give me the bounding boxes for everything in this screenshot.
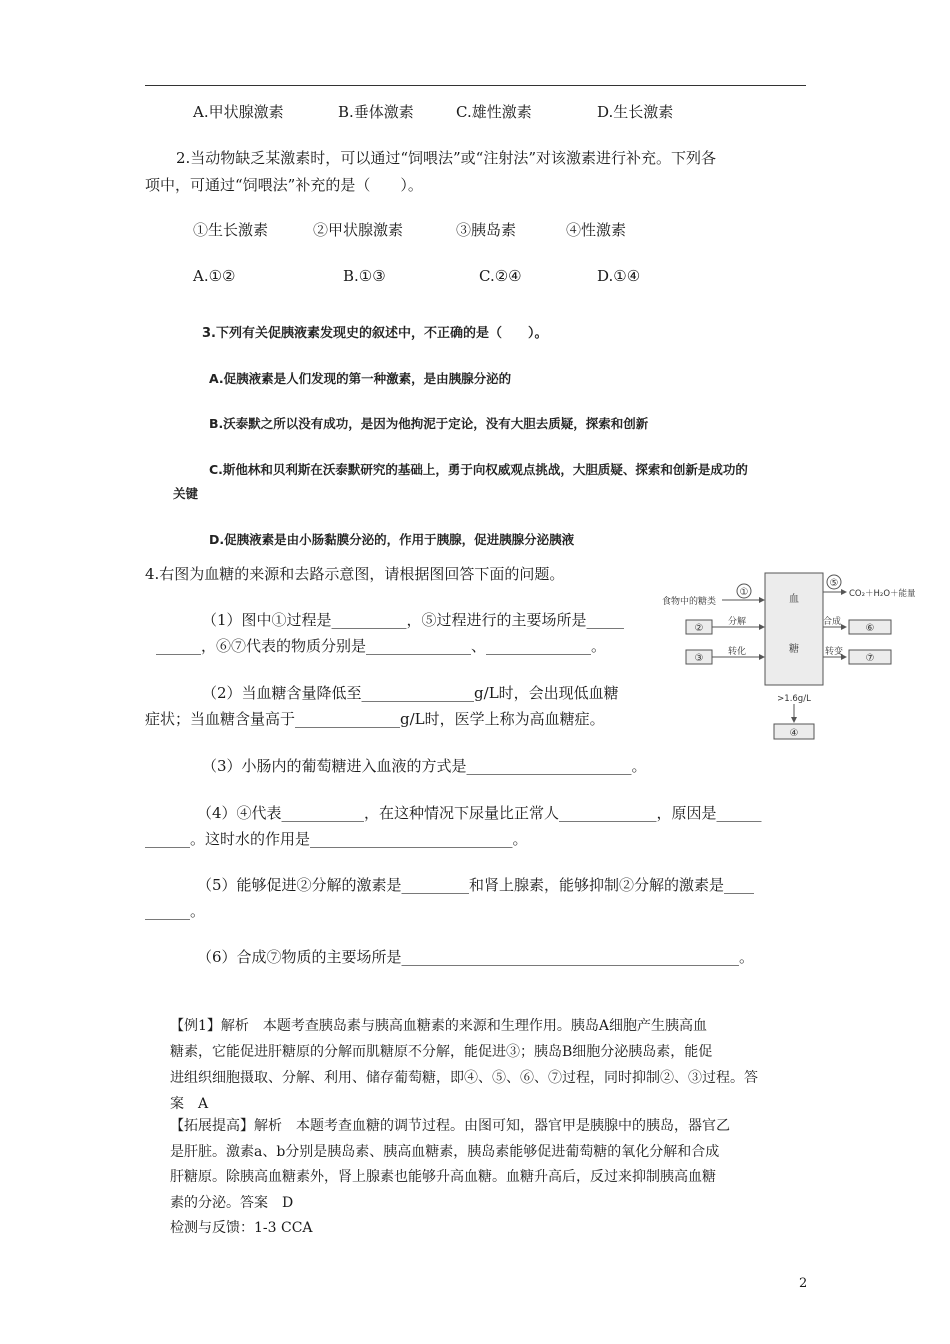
q2-item-2: ②甲状腺激素	[313, 221, 404, 239]
q1-option-a: A.甲状腺激素	[193, 103, 284, 121]
q2-option-c: C.②④	[479, 267, 522, 285]
example1-line2: 糖素，它能促进肝糖原的分解而肌糖原不分解，能促进③；胰岛B细胞分泌胰岛素，能促	[170, 1044, 713, 1060]
q2-option-b: B.①③	[343, 267, 386, 285]
svg-text:⑦: ⑦	[865, 653, 875, 664]
q3-option-a: A.促胰液素是人们发现的第一种激素，是由胰腺分泌的	[209, 371, 512, 386]
q3-option-d: D.促胰液素是由小肠黏膜分泌的，作用于胰腺，促进胰腺分泌胰液	[209, 532, 575, 547]
q3-stem: 3.下列有关促胰液素发现史的叙述中，不正确的是（ ）。	[202, 326, 548, 341]
example1-line4: 案 A	[170, 1096, 209, 1112]
example1-line1: 【例1】解析 本题考查胰岛素与胰高血糖素的来源和生理作用。胰岛A细胞产生胰高血	[170, 1018, 708, 1034]
q1-option-c: C.雄性激素	[456, 103, 532, 121]
q1-option-b: B.垂体激素	[338, 103, 414, 121]
q2-item-4: ④性激素	[566, 221, 627, 239]
svg-text:⑥: ⑥	[865, 623, 875, 634]
extension-line3: 肝糖原。除胰高血糖素外，肾上腺素也能够升高血糖。血糖升高后，反过来抑制胰高血糖	[170, 1169, 716, 1185]
q4-part4-line2: ______。这时水的作用是___________________________。	[145, 830, 528, 848]
food-sugar-label: 食物中的糖类	[662, 597, 717, 607]
blood-sugar-box	[765, 573, 823, 685]
q2-item-3: ③胰岛素	[456, 221, 517, 239]
example1-line3: 进组织细胞摄取、分解、利用、储存葡萄糖，即④、⑤、⑥、⑦过程，同时抑制②、③过程。答	[170, 1070, 758, 1086]
svg-text:①: ①	[739, 587, 749, 598]
q4-part4-line1: （4）④代表___________，在这种情况下尿量比正常人_____________，原因是______	[197, 804, 762, 822]
q4-part3: （3）小肠内的葡萄糖进入血液的方式是______________________。	[202, 757, 647, 775]
q4-part2-line2: 症状；当血糖含量高于______________g/L时，医学上称为高血糖症。	[145, 710, 605, 728]
svg-text:④: ④	[789, 728, 799, 739]
q2-option-d: D.①④	[597, 267, 641, 285]
q3-option-c-line1: C.斯他林和贝利斯在沃泰默研究的基础上，勇于向权威观点挑战，大胆质疑、探索和创新是成功的	[209, 462, 748, 477]
extension-line1: 【拓展提高】解析 本题考查血糖的调节过程。由图可知，器官甲是胰腺中的胰岛，器官乙	[170, 1118, 730, 1134]
q4-part6: （6）合成⑦物质的主要场所是_____________________________________________。	[197, 948, 755, 966]
blood-label-top: 血	[789, 594, 799, 605]
q2-option-a: A.①②	[193, 267, 236, 285]
q2-stem-line2: 项中，可通过“饲喂法”补充的是（ ）。	[145, 176, 423, 194]
q1-option-d: D.生长激素	[597, 103, 674, 121]
threshold-label: >1.6g/L	[777, 694, 811, 704]
q4-part5-line2: ______。	[145, 902, 206, 920]
blood-label-bottom: 糖	[789, 644, 799, 655]
synth-label: 合成	[822, 617, 842, 627]
header-rule	[145, 85, 806, 86]
blood-sugar-diagram	[660, 570, 930, 745]
svg-text:②: ②	[694, 623, 704, 634]
q4-part1-line1: （1）图中①过程是__________，⑤过程进行的主要场所是_____	[202, 611, 625, 629]
extension-line4: 素的分泌。答案 D	[170, 1195, 294, 1211]
q2-stem-line1: 2.当动物缺乏某激素时，可以通过“饲喂法”或“注射法”对该激素进行补充。下列各	[176, 149, 716, 167]
q4-part2-line1: （2）当血糖含量降低至_______________g/L时，会出现低血糖	[202, 684, 619, 702]
q4-stem: 4.右图为血糖的来源和去路示意图，请根据图回答下面的问题。	[145, 565, 565, 583]
extension-line2: 是肝脏。激素a、b分别是胰岛素、胰高血糖素，胰岛素能够促进葡萄糖的氧化分解和合成	[170, 1144, 720, 1160]
svg-text:③: ③	[694, 653, 704, 664]
feedback-line: 检测与反馈：1-3 CCA	[170, 1220, 313, 1236]
q3-option-c-line2: 关键	[173, 486, 199, 501]
products-label: CO₂＋H₂O＋能量	[849, 589, 916, 599]
q4-part5-line1: （5）能够促进②分解的激素是_________和肾上腺素，能够抑制②分解的激素是____	[197, 876, 755, 894]
page-number: 2	[799, 1276, 808, 1291]
q4-part1-line2: ______，⑥⑦代表的物质分别是______________、______________。	[156, 637, 607, 655]
svg-text:⑤: ⑤	[829, 578, 839, 589]
q3-option-b: B.沃泰默之所以没有成功，是因为他拘泥于定论，没有大胆去质疑，探索和创新	[209, 416, 649, 431]
q2-item-1: ①生长激素	[193, 221, 269, 239]
convert-label: 转化	[727, 647, 747, 657]
decompose-label: 分解	[727, 617, 747, 627]
change-label: 转变	[824, 647, 844, 657]
